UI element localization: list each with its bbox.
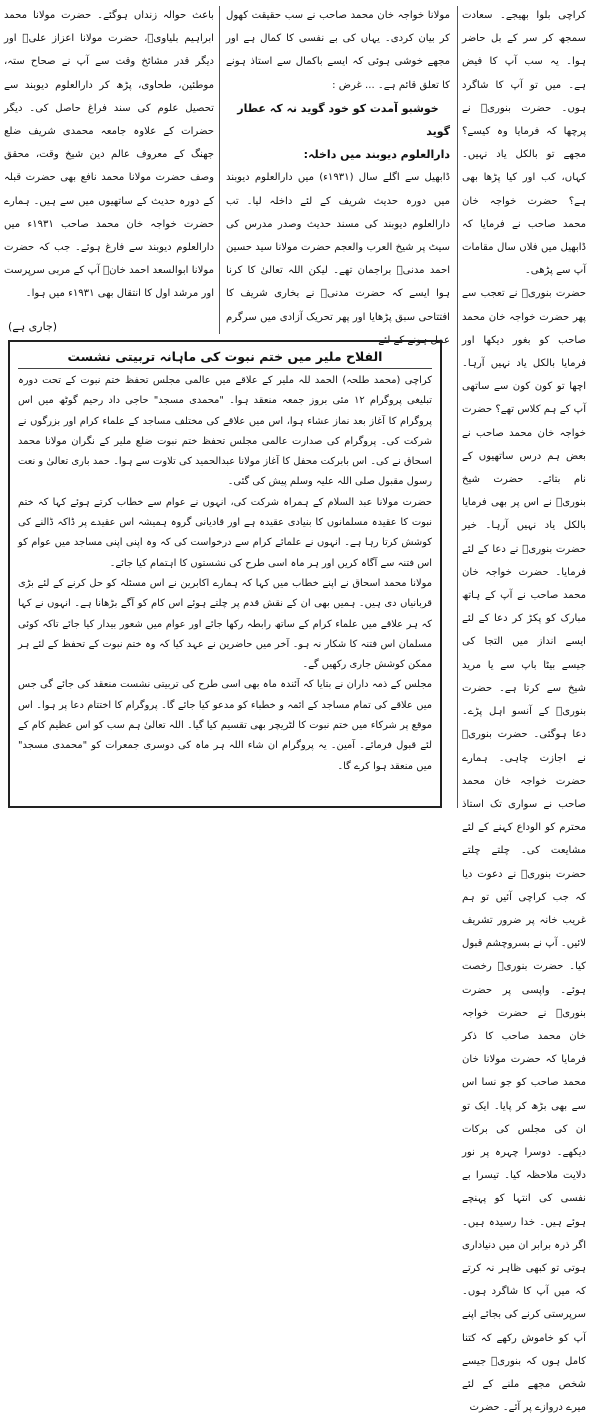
paragraph: کراچی بلوا بھیجے۔ سعادت سمجھ کر سر کے بل حاضر ہوا۔ یہ سب آپ کا فیض ہے۔ میں تو آپ کا شاگرد ہوں۔ حضرت بنوریؒ نے پرچھا کہ فرمایا وہ کیسے؟ مجھے تو بالکل یاد نہیں۔ کہاں، کب اور کیا پڑھا بھی ہے؟ حضرت خواجہ خان محمد صاحب نے فرمایا کہ ڈابھیل میں فلاں سال مقامات آپ سے پڑھی۔: [462, 10, 586, 277]
column-right: [462, 4, 586, 1414]
continued-label: (جاری ہے): [8, 320, 58, 333]
verse-line: خوشبو آمدت کو خود گوید نہ کہ عطار گوید: [237, 101, 450, 139]
section-heading: دارالعلوم دیوبند میں داخلہ:: [303, 148, 450, 162]
column-middle: [226, 4, 450, 346]
news-box: [8, 340, 442, 808]
paragraph: کراچی (محمد طلحہ) الحمد للہ ملیر کے علاقے میں عالمی مجلس تحفظ ختم نبوت کے تحت دورہ تبلیغی پروگرام ۱۲ مئی بروز جمعہ منعقد ہوا۔ "محمدی مسجد" حاجی داد رحیم گوٹھ میں اس پروگرام کا آغاز بعد نماز عشاء ہوا، اس میں علاقے کی مختلف مساجد کے علماء کرام اور بزرگوں نے شرکت کی۔ پروگرام کی صدارت عالمی مجلس تحفظ ختم نبوت ضلع ملیر کے نگران مولانا محمد اسحاق نے کی۔ اس بابرکت محفل کا آغاز مولانا عبدالحمید کی تلاوت سے ہوا۔ حمد باری تعالیٰ و نعت رسول مقبول صلی اللہ علیہ وسلم پیش کی گئی۔: [18, 375, 432, 488]
paragraph: ڈابھیل سے اگلے سال (۱۹۳۱ء) میں دارالعلوم دیوبند میں دورہ حدیث شریف کے لئے داخلہ لیا۔ تب دارالعلوم دیوبند کی مسند حدیث وصدر مدرس کی سیٹ پر شیخ العرب والعجم حضرت مولانا سید حسین احمد مدنیؒ براجمان تھے۔ لیکن اللہ تعالیٰ کا کرنا ہوا ایسے کہ حضرت مدنیؒ نے بخاری شریف کا افتتاحی سبق پڑھایا اور پھر تحریک آزادی میں سرگرم عمل ہونے کے لئے: [226, 172, 450, 346]
news-box-body: [18, 371, 432, 777]
paragraph: مولانا خواجہ خان محمد صاحب نے سب حقیقت کھول کر بیان کردی۔ یہاں کی بے نفسی کا کمال ہے اور مجھے خوشی ہوئی کہ ایسے باکمال سے استاذ ہونے کا تعلق قائم ہے۔ ... غرض :: [226, 10, 450, 91]
column-left: [4, 4, 214, 334]
paragraph: حضرت بنوریؒ نے تعجب سے پھر حضرت خواجہ خان محمد صاحب کو بغور دیکھا اور فرمایا بالکل یاد نہیں آرہا۔ اچھا تو کون کون سے ساتھی آپ کے ہم کلاس تھے؟ حضرت خواجہ خان محمد صاحب نے بعض ہم درس ساتھیوں کے نام بتائے۔ حضرت شیخ بنوریؒ نے اس پر بھی فرمایا بالکل یاد نہیں آرہا۔ خیر حضرت بنوریؒ نے دعا کے لئے فرمایا۔ حضرت خواجہ خان محمد صاحب نے آپ کے ہاتھ مبارک کو پکڑ کر دعا کے لئے ایسے انداز میں التجا کی جیسے بیٹا باپ سے یا مرید شیخ سے کرتا ہے۔ حضرت بنوریؒ کے آنسو اہل پڑے۔ دعا ہوگئی۔ حضرت بنوریؒ نے اجازت چاہی۔ ہمارے حضرت خواجہ خان محمد صاحب نے سواری تک استاذ محترم کو الوداع کہنے کے لئے مشایعت کی۔ چلتے چلتے حضرت بنوریؒ نے دعوت دیا کہ جب کراچی آئیں تو ہم غریب خانہ پر ضرور تشریف لائیں۔ آپ نے بسروچشم قبول کیا۔ حضرت بنوریؒ رخصت ہوئے۔ واپسی پر حضرت بنوریؒ نے حضرت خواجہ خان محمد صاحب کا ذکر فرمایا کہ حضرت مولانا خان محمد صاحب کو جو نسا اس سے بھی بڑھ کر پایا۔ ایک تو ان کی مجلس کی برکات دیکھے۔ دوسرا چہرہ پر نور دلایت ملاحظہ کیا۔ تیسرا بے نفسی کی انتہا کو پہنچے ہوئے ہیں۔ خدا رسیدہ ہیں۔ اگر ذرہ برابر ان میں دنیاداری ہوتی تو کبھی ظاہر نہ کرتے کہ میں آپ کا شاگرد ہوں۔ سرپرستی کرنے کی بجائے اپنے آپ کو خاموش رکھے کہ کتنا کامل ہوں کہ بنوریؒ جیسے شخص مجھے ملنے کے لئے میرے دروازے پر آئے۔ حضرت: [462, 288, 586, 1414]
column-divider: [457, 6, 458, 808]
paragraph: مجلس کے ذمہ داران نے بتایا کہ آئندہ ماہ بھی اسی طرح کی تربیتی نشست منعقد کی جائے گی جس میں علاقے کی تمام مساجد کے ائمہ و خطباء کو مدعو کیا جائے گا۔ پروگرام کا اختتام دعا پر ہوا۔ اس موقع پر شرکاء میں ختم نبوت کا لٹریچر بھی تقسیم کیا گیا۔ اللہ تعالیٰ ہم سب کو اس عظیم کام کے لئے قبول فرمائے۔ آمین۔ یہ پروگرام ان شاء اللہ ہر ماہ کی دوسری جمعرات کو "محمدی مسجد" میں منعقد ہوا کرے گا۔: [18, 679, 432, 772]
news-box-title: الفلاح ملیر میں ختم نبوت کی ماہانہ تربیتی نشست: [18, 346, 432, 369]
paragraph: مولانا محمد اسحاق نے اپنے خطاب میں کہا کہ ہمارے اکابرین نے اس مسئلہ کو حل کرنے کے لئے بڑی قربانیاں دی ہیں۔ ہمیں بھی ان کے نقش قدم پر چلتے ہوئے اس کام کو آگے بڑھانا ہے۔ انہوں نے کہا کہ ہر علاقے میں علماء کرام کے ساتھ رابطہ رکھا جائے اور عوام میں شعور بیدار کیا جائے تاکہ کوئی مسلمان اس فتنہ کا شکار نہ ہو۔ آخر میں حاضرین نے عہد کیا کہ وہ ختم نبوت کے تحفظ کے لئے ہر ممکن کوشش جاری رکھیں گے۔: [18, 577, 432, 671]
paragraph: حضرت مولانا عبد السلام کے ہمراہ شرکت کی، انہوں نے عوام سے خطاب کرتے ہوئے کہا کہ ختم نبوت کا عقیدہ مسلمانوں کا بنیادی عقیدہ ہے اور قادیانی گروہ ہمیشہ اس عقیدے پر ڈاکہ ڈالنے کی کوشش کرتا رہا ہے۔ انہوں نے علمائے کرام سے درخواست کی کہ وہ اپنی اپنی مساجد میں عوام کو اس فتنہ سے آگاہ کریں اور ہر ماہ اسی طرح کی نشستوں کا اہتمام کیا جائے۔: [18, 496, 432, 569]
paragraph: باعث حوالہ زنداں ہوگئے۔ حضرت مولانا محمد ابراہیم بلیاویؒ، حضرت مولانا اعزاز علیؒ اور دیگر قدر مشائخ وقت سے آپ نے صحاح ستہ، موطئین، طحاوی، پڑھ کر دارالعلوم دیوبند سے تحصیل علوم کی سند فراغ حاصل کی۔ دیگر حضرات کے علاوہ جامعہ محمدی شریف ضلع جھنگ کے معروف عالم دین شیخ وقت، محقق وصف حضرت مولانا محمد نافع بھی حضرت قبلہ کے دورہ حدیث کے ساتھیوں میں سے ہیں۔ ہمارے حضرت خواجہ خان محمد صاحب ۱۹۳۱ء میں دارالعلوم دیوبند سے فارغ ہوئے۔ جب کہ حضرت مولانا ابوالسعد احمد خانؒ آپ کے مربی سرپرست اور مرشد اول کا انتقال بھی ۱۹۳۱ء میں ہوا۔: [4, 10, 214, 300]
column-divider: [219, 6, 220, 334]
